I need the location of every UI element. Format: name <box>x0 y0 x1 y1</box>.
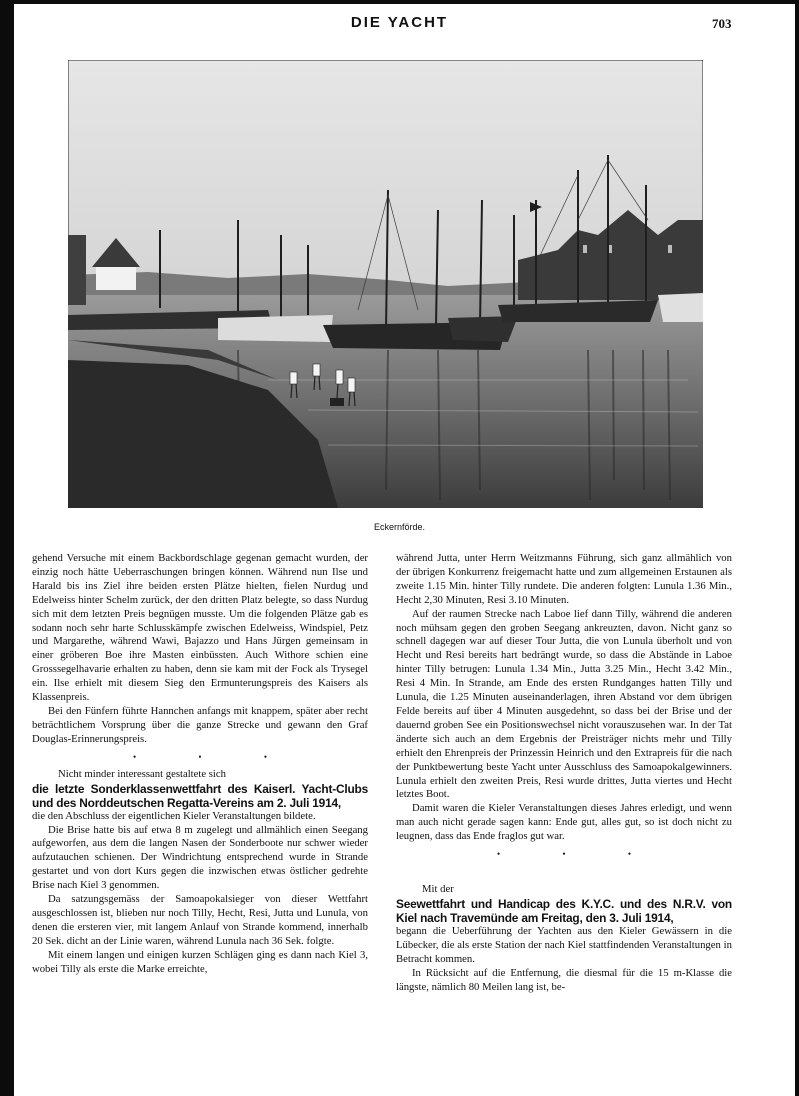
paragraph: Damit waren die Kieler Veranstaltungen dieses Jahres erledigt, und wenn man auch nicht gerade sagen kann: Ende gut, alles gut, so ist doch nicht zu leugnen, dass das Ende fraglos gut war. <box>396 802 732 843</box>
running-title: DIE YACHT <box>350 14 449 31</box>
right-column <box>396 552 732 994</box>
figure-caption: Eckernförde. <box>373 522 426 532</box>
paragraph: begann die Ueberführung der Yachten aus den Kieler Gewässern in die Lübecker, die als erste Station der nach Kiel stattfindenden Veranstaltungen in Betracht kommen. <box>396 924 732 965</box>
paragraph: Da satzungsgemäss der Samoapokalsieger von dieser Wettfahrt ausgeschlossen ist, blieben nur noch Tilly, Hecht, Resi, Jutta und Lunula, von denen die ersteren vier, mit langem Anlauf von Strande kommend, innerhalb 20 Sek. dicht an der Linie waren, während Lunula nach 36 Sek. folgte. <box>32 893 368 947</box>
section-headline: Seewettfahrt und Handicap des K.Y.C. und des N.R.V. von Kiel nach Travemünde am Freitag, den 3. Juli 1914, <box>396 896 732 925</box>
paragraph: während Jutta, unter Herrn Weitzmanns Führung, sich ganz allmählich von der übrigen Konkurrenz freigemacht hatte und zum allgemeinen Erstaunen als zweite 1.15 Min. hinter Tilly rundete. Die anderen folgten: Lunula 1.36 Min., Hecht 2,30 Minuten, Resi 3.10 Minuten. <box>396 552 732 606</box>
spacer <box>396 865 732 883</box>
paragraph: Auf der raumen Strecke nach Laboe lief dann Tilly, während die anderen noch mühsam gegen den groben Seegang ankreuzten, davon. Nicht ganz so schnell dagegen war auf dieser Tour Jutta, die von Lunula überholt und von Hecht und Resi bereits hart bedrängt wurde, so dass die Abstände in Laboe hinter Tilly betrugen: Lunula 1.34 Min., Jutta 3.25 Min., Hecht 3.42 Min., Resi 4 Min. In Strande, am Ende des ersten Rundganges hatten Tilly und Lunula, die 1.25 Minuten auseinanderlagen, ihren Abstand vor dem übrigen Felde bereits auf über 4 Minuten ausgedehnt, so dass bei der Brise und der dauernd groben See ein Positionswechsel nicht vorauszusehen war. In der Tat änderte sich auch an dem Ergebnis der Preisträger nichts mehr und Tilly erhielt den Ehrenpreis der Prinzessin Heinrich und den Extrapreis für die nach der Punktbewertung beste Yacht unter Ausschluss des Samoapokalgewinners. Lunula erhielt den zweiten Preis, Resi wurde drittes, Jutta viertes und Hecht letztes Boot. <box>396 607 732 801</box>
paragraph: Die Brise hatte bis auf etwa 8 m zugelegt und allmählich einen Seegang aufgeworfen, aus dem die langen Nasen der Sonderboote nur schwer wieder aufzutauchen schienen. Der Windrichtung entsprechend wurde in Strande gestartet und von dort Kurs gegen die inzwischen etwas östlicher gedrehte Brise nach Kiel 3 genommen. <box>32 823 368 892</box>
paragraph: Mit einem langen und einigen kurzen Schlägen ging es dann nach Kiel 3, wobei Tilly als erste die Marke erreichte, <box>32 948 368 975</box>
scan-right-edge <box>795 0 799 1096</box>
scan-left-edge <box>0 0 14 1096</box>
harbor-photograph <box>68 60 703 508</box>
section-lead: Nicht minder interessant gestaltete sich <box>58 767 226 780</box>
paragraph: die den Abschluss der eigentlichen Kieler Veranstaltungen bildete. <box>32 809 316 822</box>
paragraph: In Rücksicht auf die Entfernung, die diesmal für die 15 m-Klasse die längste, nämlich 80 Meilen lang ist, be- <box>396 966 732 993</box>
section-separator: • • • <box>133 751 297 762</box>
paragraph: Bei den Fünfern führte Hannchen anfangs mit knappem, später aber recht beträchtlichem Vorsprung über die ganze Strecke und gewann den Graf Douglas-Erinnerungspreis. <box>32 704 368 745</box>
left-column <box>32 552 368 976</box>
scan-top-edge <box>0 0 799 4</box>
section-lead: Mit der <box>422 883 454 896</box>
section-headline: die letzte Sonderklassenwettfahrt des Kaiserl. Yacht-Clubs und des Norddeutschen Regatta-Vereins am 2. Juli 1914, <box>32 781 368 810</box>
section-separator: • • • <box>497 849 661 860</box>
paragraph: gehend Versuche mit einem Backbordschlage gegenan gemacht wurden, der einzig noch hätte Ueberraschungen bringen können. Während nun Ilse und Harald bis ins Ziel ihre beiden ersten Plätze hielten, fielen Nurdug und Edelweiss hinter Schelm zurück, der den dritten Platz belegte, so dass Nurdug sich mit dem letzten Preis begnügen musste. Um die folgenden Plätze gab es sodann noch sehr harte Schlusskämpfe zwischen Edelweiss, Windspiel, Petz und Margarethe, während Wawi, Bajazzo und Hans Jürgen gemeinsam in einer gröberen Boe ihre Masten einbüssten. Auch Withore schien eine Grosssegelhavarie erhalten zu haben, denn sie kam mit der Fock als Trysegel ein. Ilse erhielt mit diesem Sieg den Ermunterungspreis des Kaisers als Klassenpreis. <box>32 552 368 704</box>
page-number: 703 <box>712 16 732 31</box>
